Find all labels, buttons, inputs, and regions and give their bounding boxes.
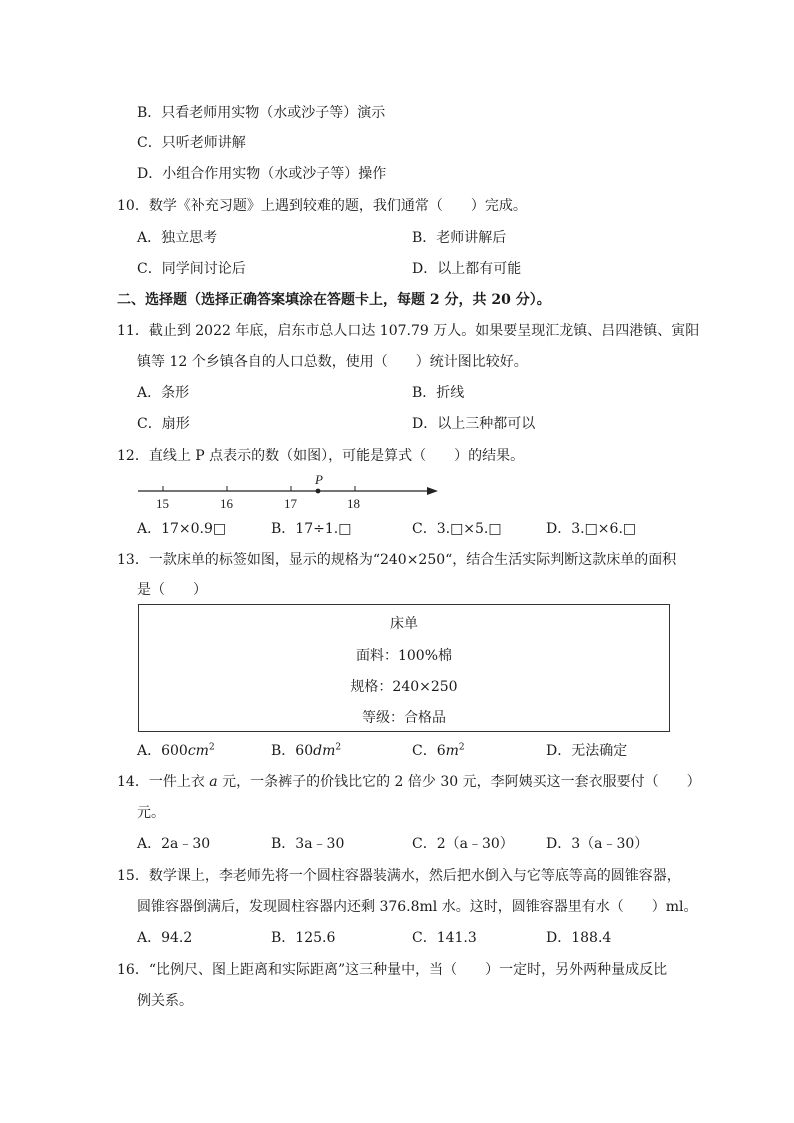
q15-stem-line2: 圆锥容器倒满后，发现圆柱容器内还剩 376.8ml 水。这时，圆锥容器里有水（ ）ml。 [137, 899, 698, 915]
q10-option-a: A．独立思考 [137, 230, 218, 246]
tick-label-17: 17 [284, 496, 297, 511]
q13-option-b: B．$60dm^2$ [271, 742, 342, 759]
label-grade: 等级：合格品 [362, 710, 446, 726]
label-spec: 规格：240×250 [350, 679, 458, 695]
q11-option-a: A．条形 [137, 385, 190, 401]
q12-option-a: A．17×0.9□ [137, 521, 227, 537]
section-heading: 二、选择题（选择正确答案填涂在答题卡上，每题 2 分，共 20 分）。 [117, 292, 551, 308]
label-fabric: 面料：100%棉 [355, 648, 453, 664]
q13-stem-line2: 是（ ） [137, 582, 207, 598]
q9-option-c: C．只听老师讲解 [137, 135, 246, 151]
point-p [316, 489, 321, 494]
q10-stem: 10．数学《补充习题》上遇到较难的题，我们通常（ ）完成。 [117, 198, 527, 214]
tick-label-18: 18 [347, 496, 360, 511]
q10-option-d: D．以上都有可能 [412, 261, 522, 277]
q11-option-b: B．折线 [412, 385, 465, 401]
q10-option-b: B．老师讲解后 [412, 230, 507, 246]
q14-stem-line2: 元。 [137, 805, 165, 821]
q12-stem: 12．直线上 P 点表示的数（如图），可能是算式（ ）的结果。 [117, 448, 525, 464]
q13-stem-line1: 13．一款床单的标签如图，显示的规格为“240×250“，结合生活实际判断这款床单的面积 [117, 552, 677, 568]
q11-option-d: D．以上三种都可以 [412, 416, 536, 432]
q16-stem-line1: 16．“比例尺、图上距离和实际距离”这三种量中，当（ ）一定时，另外两种量成反比 [117, 962, 668, 978]
label-title: 床单 [390, 616, 418, 632]
q9-option-b: B．只看老师用实物（水或沙子等）演示 [137, 105, 386, 121]
q10-option-c: C．同学间讨论后 [137, 261, 246, 277]
q15-option-d: D．188.4 [546, 930, 612, 946]
q9-option-d: D．小组合作用实物（水或沙子等）操作 [137, 166, 387, 182]
q11-option-c: C．扇形 [137, 416, 190, 432]
point-p-label: P [315, 472, 323, 487]
q15-stem-line1: 15．数学课上，李老师先将一个圆柱容器装满水，然后把水倒入与它等底等高的圆锥容器， [117, 868, 681, 884]
q13-option-d: D．无法确定 [546, 743, 628, 759]
q11-stem-line1: 11．截止到 2022 年底，启东市总人口达 107.79 万人。如果要呈现汇龙镇、吕四港镇、寅阳 [117, 323, 700, 339]
q14-option-a: A．2a﹣30 [137, 836, 211, 852]
q13-option-c: C．$6m^2$ [412, 742, 465, 759]
q14-option-d: D．3（a﹣30） [546, 836, 649, 852]
q12-option-c: C．3.□×5.□ [412, 521, 502, 537]
tick-label-15: 15 [156, 496, 169, 511]
q15-option-a: A．94.2 [137, 930, 193, 946]
number-line-arrow [427, 487, 438, 495]
q14-option-b: B．3a﹣30 [271, 836, 345, 852]
q12-option-b: B．17÷1.□ [271, 521, 352, 537]
q14-option-c: C．2（a﹣30） [412, 836, 514, 852]
bedsheet-label-box [138, 604, 670, 732]
tick-label-16: 16 [220, 496, 233, 511]
q14-stem-line1: 14．一件上衣 a 元，一条裤子的价钱比它的 2 倍少 30 元，李阿姨买这一套衣服要付（ ） [117, 774, 701, 790]
q11-stem-line2: 镇等 12 个乡镇各自的人口总数，使用（ ）统计图比较好。 [137, 354, 528, 370]
number-line-figure [130, 470, 450, 514]
q16-stem-line2: 例关系。 [137, 993, 193, 1009]
q15-option-c: C．141.3 [412, 930, 477, 946]
q15-option-b: B．125.6 [271, 930, 336, 946]
q13-option-a: A．$600cm^2$ [137, 742, 215, 759]
q12-option-d: D．3.□×6.□ [546, 521, 637, 537]
